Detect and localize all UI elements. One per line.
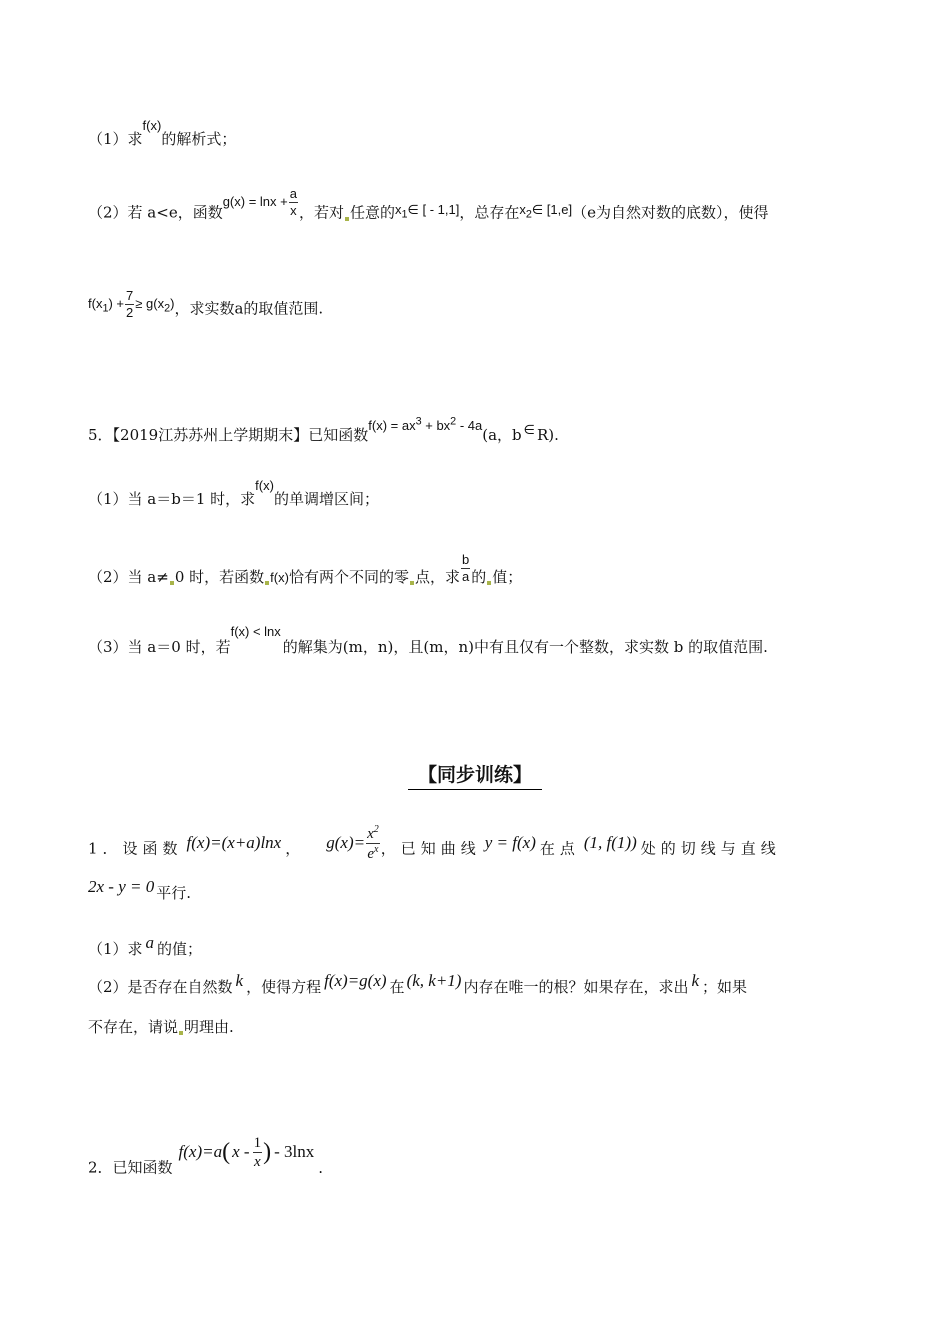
p5-part2-mid2: 点，求: [414, 568, 460, 587]
sync1-q2-lead: （2）是否存在自然数: [88, 978, 233, 996]
prev-part2-mid2: 任意的: [349, 203, 395, 222]
section-title: 【同步训练】: [408, 760, 542, 790]
sync2-formula: [178, 1135, 315, 1170]
mark-dot: [265, 581, 269, 585]
a-den: a: [461, 568, 470, 584]
prev-part2-condition: [88, 288, 324, 326]
p5-part1-fx: f(x): [255, 478, 274, 493]
prev-part1: [88, 118, 237, 149]
sync2-num: 1: [253, 1135, 262, 1151]
prev-part1-fx: f(x): [142, 118, 162, 133]
mark-dot: [345, 217, 349, 221]
sync1-at: 在点: [539, 839, 580, 858]
x2-range: [519, 201, 573, 221]
x2-set: ∈ [1,e]: [531, 201, 573, 217]
prev-part2: [88, 186, 769, 230]
sync1-stem: [88, 824, 863, 869]
p5-lead2: 数: [353, 426, 369, 444]
p5-formula-a: f(x) = ax: [368, 418, 416, 433]
frac-num: 7: [126, 288, 134, 303]
sync2-stem: [88, 1135, 323, 1187]
p5-formula-b: + bx: [425, 418, 451, 433]
ineq-g: ≥ g(x: [135, 295, 165, 311]
sync1-q1: [88, 933, 203, 959]
p5-part1-lead: （1）当 a＝b＝1 时，求: [88, 490, 256, 508]
ineq-f-sub: 1: [102, 302, 109, 315]
sync1-g-den-exp: x: [374, 844, 379, 855]
sync2-f-lhs: f(x)=a: [178, 1141, 223, 1161]
x1-var: x: [395, 201, 402, 217]
prev-part2-cond-tail: ，求实数a的取值范围.: [174, 299, 324, 318]
g-lhs: g(x) = lnx +: [222, 193, 288, 209]
sync2-rparen: ): [263, 1138, 272, 1165]
p5-part2-mid: 恰有两个不同的零: [288, 568, 409, 587]
sync1-q2-cont: [88, 1016, 234, 1037]
p5-part2-tail: 的: [471, 568, 487, 587]
g-definition: [222, 186, 299, 218]
sync1-q2: [88, 971, 748, 997]
g-fraction: [289, 186, 298, 218]
p5-part2-lead2: 0 时，若函数: [174, 568, 265, 587]
prev-part1-lead: （1）求: [88, 130, 143, 148]
sync1-g-frac: [366, 824, 380, 863]
p5-formula: [368, 415, 483, 433]
prev-part1-tail: 的解析式；: [161, 130, 237, 148]
sync1-q2-interval: (k, k+1): [406, 971, 462, 990]
mark-dot: [170, 581, 174, 585]
x1-range: [395, 201, 460, 221]
mark-dot: [410, 581, 414, 585]
p5-part2-tail2: 值；: [492, 568, 523, 587]
sync1-curve: y = f(x): [484, 832, 536, 852]
sync1-line-formula: 2x - y = 0: [88, 877, 155, 896]
sync1-q1-lead: （1）求: [88, 940, 143, 958]
sync1-tail: 处的切线与直线: [640, 839, 781, 858]
p5-part3-lead: （3）当 a＝0 时，若: [88, 638, 231, 656]
sync2-tail-expr: - 3lnx: [274, 1141, 315, 1161]
sync1-g-num: x: [367, 826, 374, 842]
mark-dot: [179, 1031, 183, 1035]
p5-in-sym: ∈: [523, 422, 535, 437]
p5-part1-tail: 的单调增区间；: [273, 490, 379, 508]
x1-set: ∈ [ - 1,1]: [407, 201, 460, 217]
g-frac-num: a: [289, 186, 297, 201]
p5-part2: [88, 552, 523, 594]
sync1-g-num-exp: 2: [373, 824, 379, 835]
sync2-den: x: [253, 1154, 261, 1170]
p5-part2-fx: f(x): [270, 570, 289, 586]
sync2-lparen: (: [222, 1138, 231, 1165]
sync2-end: .: [318, 1158, 323, 1177]
sync1-q2-cont2: 明理由.: [184, 1018, 234, 1036]
sync1-q2-tail: ；如果: [702, 978, 748, 996]
x1-sub: 1: [401, 208, 408, 221]
sync1-g-den: e: [367, 846, 375, 862]
sync1-q2-mid: ，使得方程: [246, 978, 322, 996]
p5-exp2: 2: [450, 415, 457, 428]
prev-part2-tail: （e为自然对数的底数），使得: [572, 203, 769, 222]
sync2-one-over-x: [253, 1134, 263, 1171]
p5-tail1: (a，b: [482, 426, 522, 444]
p5-part3: [88, 624, 768, 657]
sync2-lead: 2．已知函数: [88, 1158, 173, 1177]
mark-dot: [487, 581, 491, 585]
problem5-stem: [88, 415, 559, 445]
sync1-comma: ，: [285, 839, 301, 858]
sync2-inner-x: x -: [232, 1141, 250, 1161]
sync1-point: (1, f(1)): [583, 832, 637, 852]
ineq-f-close: ) +: [108, 295, 125, 311]
sync1-g-def: [326, 824, 381, 862]
p5-part1: [88, 478, 379, 509]
sync1-line-tail: 平行.: [156, 884, 192, 902]
sync1-q2-cont1: 不存在，请说: [88, 1018, 179, 1036]
prev-part2-mid1: ，若对: [298, 203, 344, 222]
sync1-line-eq: [88, 877, 192, 903]
sync1-g-lhs: g(x)=: [326, 832, 366, 852]
sync1-q1-var: a: [145, 933, 155, 952]
seven-halves: [125, 288, 134, 320]
x2-var: x: [519, 201, 526, 217]
sync1-q2-k2: k: [691, 971, 700, 990]
sync1-q2-eq: f(x)=g(x): [324, 971, 387, 990]
p5-lead: 5．【2019江苏苏州上学期期末】已知函: [88, 426, 354, 444]
x2-sub: 2: [525, 208, 532, 221]
prev-part2-lead: （2）若 a<e，函数: [88, 203, 223, 222]
sync1-lead: 1．设函数: [88, 839, 183, 858]
p5-part2-lead: （2）当 a: [88, 568, 157, 587]
p5-exp3: 3: [415, 415, 422, 428]
ineq-g-close: ): [170, 295, 175, 311]
p5-part3-ineq: f(x) < lnx: [230, 624, 281, 639]
sync1-q2-in: 在: [389, 978, 405, 996]
sync1-f-def: f(x)=(x+a)lnx: [186, 832, 282, 852]
ineq-g-sub: 2: [164, 302, 171, 315]
b-over-a: [461, 552, 470, 584]
sync1-q1-tail: 的值；: [157, 940, 203, 958]
sync1-g-den-wrap: [366, 844, 380, 863]
sync1-mid: ，已知曲线: [380, 839, 481, 858]
b-num: b: [461, 552, 470, 567]
sync1-q2-k: k: [235, 971, 244, 990]
g-frac-den: x: [290, 202, 297, 218]
inequality: [88, 288, 175, 320]
sync1-q2-mid2: 内存在唯一的根？如果存在，求出: [463, 978, 689, 996]
p5-formula-c: - 4a: [459, 418, 483, 433]
neq-sign: ≠: [156, 568, 169, 587]
prev-part2-mid3: ，总存在: [459, 203, 520, 222]
p5-tail2: R).: [536, 426, 559, 444]
sync1-g-num-wrap: [366, 824, 380, 844]
ineq-f: f(x: [88, 295, 103, 311]
frac-den: 2: [126, 304, 134, 320]
p5-part3-tail: 的解集为(m，n)，且(m，n)中有且仅有一个整数，求实数 b 的取值范围.: [282, 638, 768, 656]
